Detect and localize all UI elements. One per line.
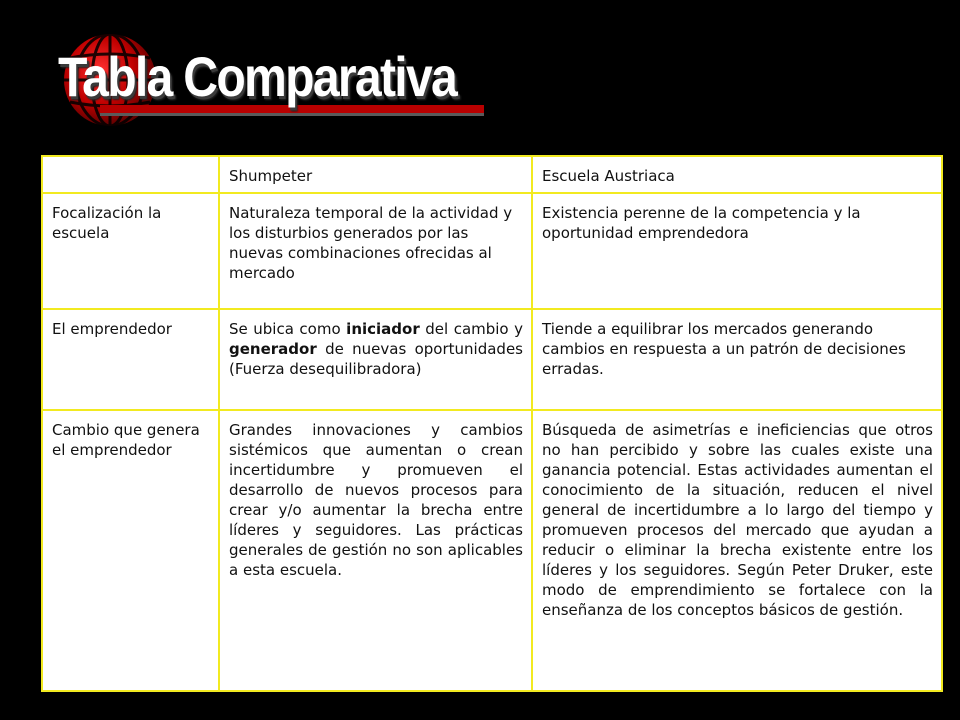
table-row — [42, 309, 942, 410]
bold-term-iniciador: iniciador — [346, 320, 420, 338]
table-row — [42, 193, 942, 309]
table-row — [42, 410, 942, 691]
comparison-table — [41, 155, 933, 692]
row-label: El emprendedor — [42, 309, 219, 410]
page-title: Tabla Comparativa — [58, 45, 457, 108]
row-label: Focalización la escuela — [42, 193, 219, 309]
cell-shumpeter — [219, 309, 532, 410]
header-cell-austriaca: Escuela Austriaca — [532, 156, 942, 193]
cell-shumpeter: Grandes innovaciones y cambios sistémicos que aumentan o crean incertidumbre y promueven el desarrollo de nuevos procesos para crear y/o aumentar la brecha entre líderes y seguidores. Las prácticas generales de gestión no son aplicables a esta escuela. — [219, 410, 532, 691]
bold-term-generador: generador — [229, 340, 317, 358]
text-part: Se ubica como — [229, 320, 347, 338]
comparison-table-grid — [41, 155, 943, 692]
header-cell-shumpeter: Shumpeter — [219, 156, 532, 193]
table-header-row — [42, 156, 942, 193]
cell-austriaca: Búsqueda de asimetrías e ineficiencias que otros no han percibido y sobre las cuales existe una ganancia potencial. Estas actividades aumentan el conocimiento de la situación, reducen el nivel general de incertidumbre a lo largo del tiempo y promueven procesos del mercado que ayudan a reducir o eliminar la brecha existente entre los líderes y los seguidores. Según Peter Druker, este modo de emprendimiento se fortalece con la enseñanza de los conceptos básicos de gestión. — [532, 410, 942, 691]
row-label: Cambio que genera el emprendedor — [42, 410, 219, 691]
cell-shumpeter: Naturaleza temporal de la actividad y los disturbios generados por las nuevas combinaciones ofrecidas al mercado — [219, 193, 532, 309]
text-part: del cambio y — [419, 320, 524, 338]
cell-austriaca: Tiende a equilibrar los mercados generando cambios en respuesta a un patrón de decisiones erradas. — [532, 309, 942, 410]
cell-austriaca: Existencia perenne de la competencia y la oportunidad emprendedora — [532, 193, 942, 309]
header-cell-empty — [42, 156, 219, 193]
text-part: de nuevas oportunidades (Fuerza desequilibradora) — [229, 340, 523, 378]
